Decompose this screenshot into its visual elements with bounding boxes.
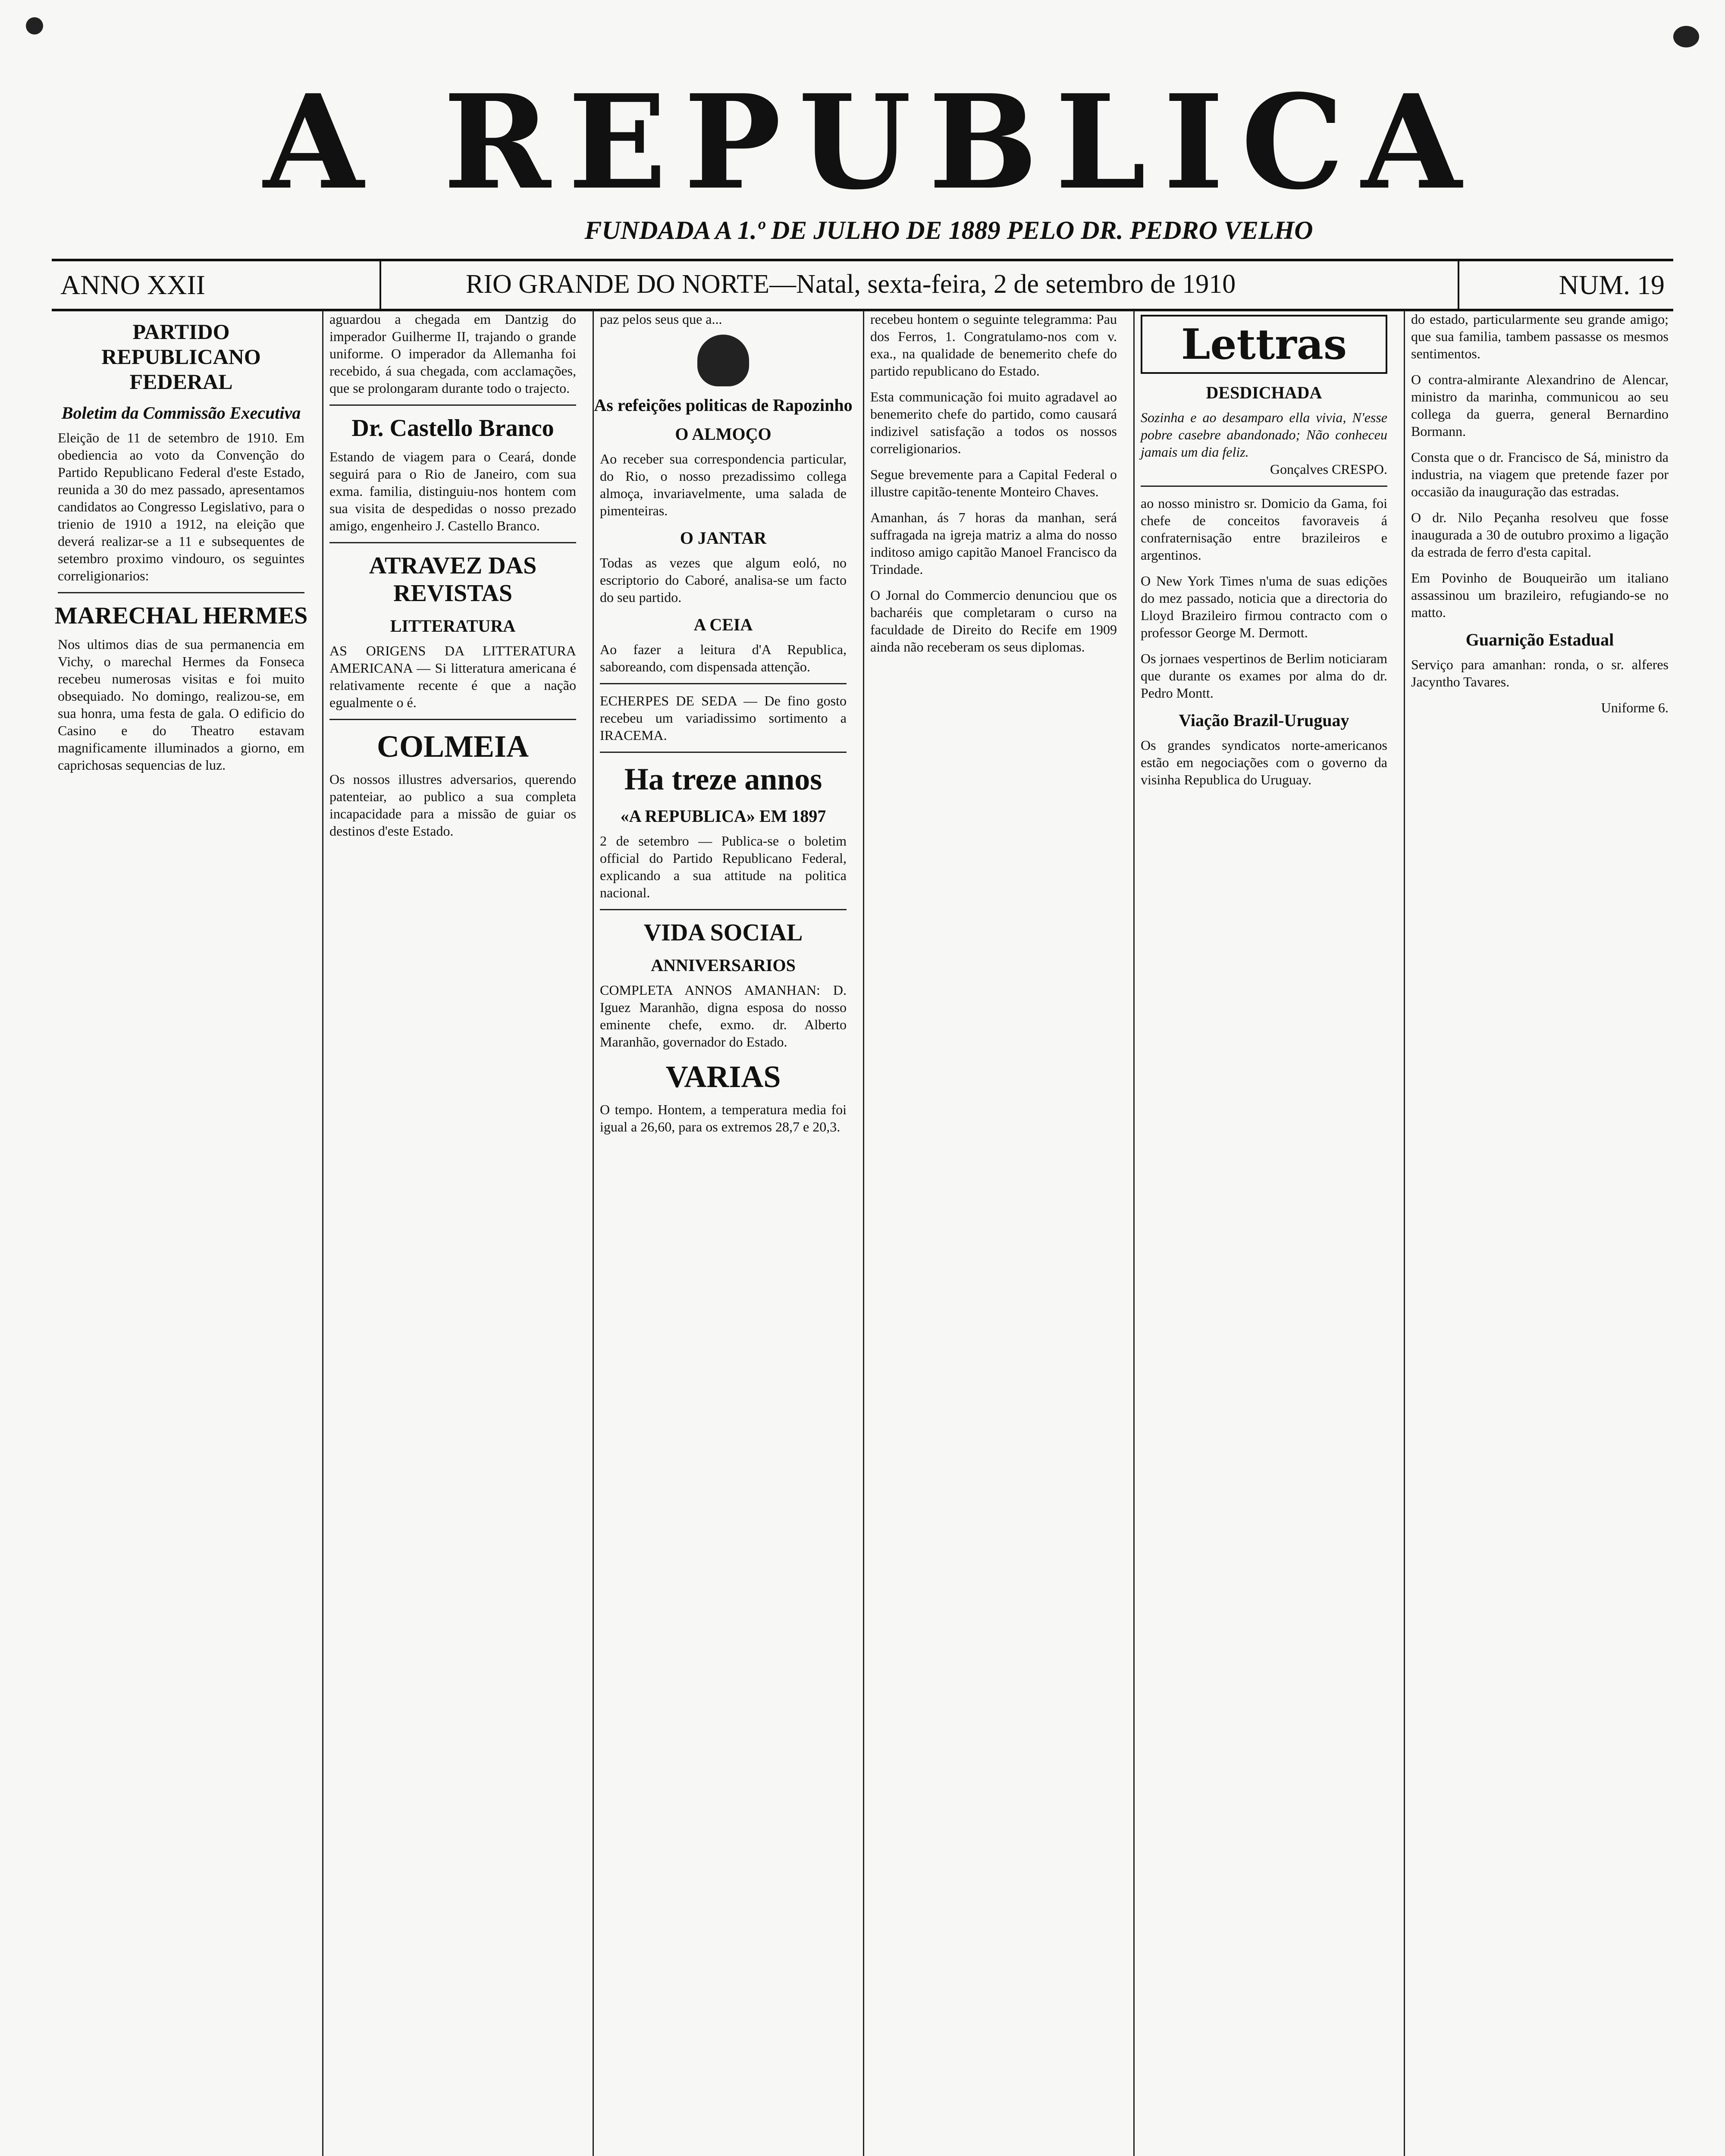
masthead	[0, 0, 1725, 259]
article-text: aguardou a chegada em Dantzig do imperador Guilherme II, trajando o grande uniforme. O imperador da Allemanha foi recebido, á sua chegada, com acclamações, que se prolongaram durante todo o trajecto.	[329, 311, 576, 396]
article-text: 2 de setembro — Publica-se o boletim official do Partido Republicano Federal, explicando a sua attitude na politica nacional.	[600, 833, 847, 900]
divider	[600, 909, 847, 910]
section-subheading: LITTERATURA	[390, 616, 516, 636]
article-text: Segue brevemente para a Capital Federal o illustre capitão-tenente Monteiro Chaves.	[870, 467, 1117, 499]
article-text: Nos ultimos dias de sua permanencia em Vichy, o marechal Hermes da Fonseca recebeu numerosas visitas e foi muito obsequiado. No domingo, realizou-se, em sua honra, uma festa de gala. O edificio do Casino e do Theatro estavam magnificamente illuminados a giorno, em caprichosas sequencias de luz.	[58, 636, 304, 773]
column-6	[1404, 310, 1675, 2156]
article-text: AS ORIGENS DA LITTERATURA AMERICANA — Si litteratura americana é relativamente recente é que a nação egualmente o é.	[329, 643, 576, 710]
section-heading: VARIAS	[665, 1059, 781, 1094]
section-heading: ATRAVEZ DAS REVISTAS	[369, 552, 537, 607]
location-date: RIO GRANDE DO NORTE—Natal, sexta-feira, 2 de setembro de 1910	[466, 270, 1236, 299]
section-heading: As refeições politicas de Rapozinho	[594, 395, 853, 415]
columns	[52, 310, 1673, 2156]
divider	[600, 683, 847, 684]
article-text: Estando de viagem para o Ceará, donde seguirá para o Rio de Janeiro, com sua exma. familia, distinguiu-nos hontem com sua visita de despedidas o nosso prezado amigo, engenheiro J. Castello Branco.	[329, 449, 576, 533]
divider	[1141, 486, 1387, 487]
article-text: recebeu hontem o seguinte telegramma: Pau dos Ferros, 1. Congratulamo-nos com v. exa., na qualidade de benemerito chefe do partido republicano do Estado.	[870, 311, 1117, 379]
article-text: O tempo. Hontem, a temperatura media foi igual a 26,60, para os extremos 28,7 e 20,3.	[600, 1102, 847, 1134]
ink-stain	[1673, 26, 1699, 47]
article-text: O New York Times n'uma de suas edições do mez passado, noticia que a directoria do Lloyd Brazileiro firmou contracto com o professor George M. Dermott.	[1141, 573, 1387, 640]
section-subheading: O JANTAR	[680, 528, 767, 548]
advertisement: ECHERPES DE SEDA — De fino gosto recebeu um variadissimo sortimento a IRACEMA.	[600, 693, 847, 743]
divider	[329, 404, 576, 406]
poem-title: DESDICHADA	[1206, 383, 1322, 402]
article-text: Os nossos illustres adversarios, querendo patenteiar, ao publico a sua completa incapacidade para a missão de guiar os destinos d'este Estado.	[329, 771, 576, 839]
section-heading: COLMEIA	[376, 729, 529, 764]
section-subheading: ANNIVERSARIOS	[651, 956, 796, 975]
article-text: COMPLETA ANNOS AMANHAN: D. Iguez Maranhão, digna esposa do nosso eminente chefe, exmo. dr. Alberto Maranhão, governador do Estado.	[600, 982, 847, 1050]
divider	[58, 592, 304, 593]
article-text: Ao fazer a leitura d'A Republica, saboreando, com dispensada attenção.	[600, 642, 847, 674]
column-5	[1133, 310, 1393, 2156]
column-1	[52, 310, 310, 2156]
article-text: Os jornaes vespertinos de Berlim noticiaram que durante os exames por alma do dr. Pedro Montt.	[1141, 651, 1387, 701]
section-heading: VIDA SOCIAL	[643, 919, 803, 946]
column-4	[863, 310, 1123, 2156]
poem-author: Gonçalves CRESPO.	[1270, 461, 1387, 477]
section-heading: Guarnição Estadual	[1465, 630, 1614, 649]
section-heading: Lettras	[1141, 315, 1387, 374]
section-subheading: Boletim da Commissão Executiva	[61, 403, 301, 423]
article-text: Consta que o dr. Francisco de Sá, ministro da industria, na viagem que pretende fazer por occasião da inauguração das estradas.	[1411, 449, 1669, 499]
divider	[329, 719, 576, 720]
article-text: O contra-almirante Alexandrino de Alencar, ministro da marinha, communicou ao seu collega da guerra, general Bernardino Bormann.	[1411, 372, 1669, 439]
issue-number: NUM. 19	[1559, 270, 1665, 300]
section-subheading: A CEIA	[693, 615, 753, 634]
divider	[380, 261, 381, 309]
signature: Uniforme 6.	[1601, 700, 1669, 715]
section-heading: MARECHAL HERMES	[54, 602, 308, 629]
article-text: paz pelos seus que a...	[600, 311, 722, 327]
column-3	[593, 310, 853, 2156]
column-2	[322, 310, 582, 2156]
section-heading: Ha treze annos	[624, 762, 822, 796]
divider	[329, 542, 576, 543]
issue-info-bar	[52, 259, 1673, 311]
article-text: O Jornal do Commercio denunciou que os bacharéis que completaram o curso na faculdade de Direito do Recife em 1909 ainda não receberam os seus diplomas.	[870, 587, 1117, 655]
section-subheading: «A REPUBLICA» EM 1897	[620, 806, 826, 826]
article-text: Amanhan, ás 7 horas da manhan, será suffragada na igreja matriz a alma do nosso inditoso amigo capitão Manoel Francisco da Trindade.	[870, 510, 1117, 577]
section-heading: Dr. Castello Branco	[351, 415, 554, 442]
cat-illustration-icon	[697, 335, 749, 386]
article-text: Ao receber sua correspondencia particular, do Rio, o nosso prezadissimo collega almoça, invariavelmente, uma salada de pimenteiras.	[600, 451, 847, 518]
newspaper-title: A REPUBLICA	[263, 66, 1479, 218]
divider	[1458, 261, 1459, 309]
section-subheading: O ALMOÇO	[675, 424, 772, 444]
ink-stain	[26, 17, 43, 34]
divider	[600, 752, 847, 753]
article-text: O dr. Nilo Peçanha resolveu que fosse inaugurada a 30 de outubro proximo a ligação da estrada de ferro d'esta capital.	[1411, 510, 1669, 560]
section-heading: PARTIDO REPUBLICANO FEDERAL	[101, 320, 261, 394]
article-text: Em Povinho de Bouqueirão um italiano assassinou um brazileiro, refugiando-se no matto.	[1411, 570, 1669, 620]
article-text: Eleição de 11 de setembro de 1910. Em obediencia ao voto da Convenção do Partido Republicano Federal d'este Estado, reunida a 30 do mez passado, apresentamos candidatos ao Congresso Legislativo, para o trienio de 1910 a 1912, na eleição que deverá realizar-se a 11 e subsequentes de setembro proximo vindouro, os seguintes correligionarios:	[58, 430, 304, 583]
section-heading: Viação Brazil-Uruguay	[1179, 711, 1349, 730]
founding-subtitle: FUNDADA A 1.º DE JULHO DE 1889 PELO DR. PEDRO VELHO	[584, 216, 1313, 244]
article-text: Todas as vezes que algum eoló, no escriptorio do Caboré, analisa-se um facto do seu partido.	[600, 555, 847, 605]
article-text: do estado, particularmente seu grande amigo; que sua familia, tambem passasse os mesmos sentimentos.	[1411, 311, 1669, 361]
article-text: Esta communicação foi muito agradavel ao benemerito chefe do partido, como causará indizivel satisfação a todos os nossos correligionarios.	[870, 389, 1117, 456]
poem-text: Sozinha e ao desamparo ella vivia, N'esse pobre casebre abandonado; Não conheceu jamais um dia feliz.	[1141, 410, 1387, 460]
year-volume: ANNO XXII	[60, 270, 205, 300]
article-text: Os grandes syndicatos norte-americanos estão em negociações com o governo da visinha Republica do Uruguay.	[1141, 737, 1387, 787]
article-text: Serviço para amanhan: ronda, o sr. alferes Jacyntho Tavares.	[1411, 657, 1669, 689]
article-text: ao nosso ministro sr. Domicio da Gama, foi chefe de conceitos favoraveis á confraternisação entre brazileiros e argentinos.	[1141, 495, 1387, 563]
